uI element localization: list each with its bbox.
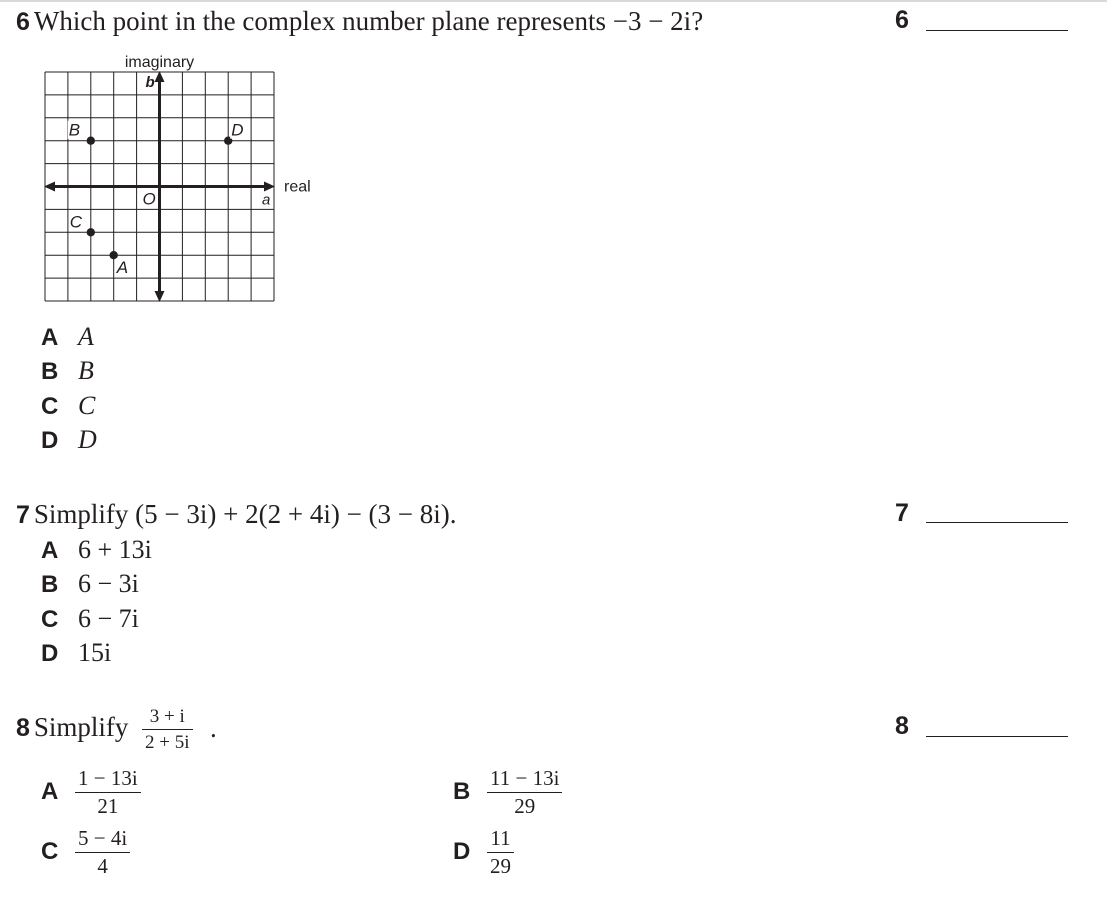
choice-a[interactable] <box>41 535 152 565</box>
question-text: Which point in the complex number plane represents −3 − 2i? <box>33 6 704 36</box>
fraction-bar <box>75 852 130 853</box>
choice-letter: B <box>453 778 471 805</box>
choice-letter: B <box>41 358 59 385</box>
arrowhead-right <box>264 182 275 192</box>
plotted-points <box>68 121 246 278</box>
real-axis-label: real <box>284 178 311 196</box>
question-number: 7 <box>16 501 30 529</box>
point-label-c: C <box>69 212 83 232</box>
choice-text: 6 + 13i <box>78 535 152 564</box>
origin-label: O <box>142 189 156 209</box>
question-number: 6 <box>16 8 30 36</box>
fraction-numerator: 11 <box>490 826 511 850</box>
choice-letter: A <box>41 537 59 564</box>
point-label-a: A <box>116 258 129 278</box>
choice-text: B <box>78 356 94 385</box>
question-8-stem <box>16 712 128 743</box>
choice-b[interactable] <box>41 569 139 599</box>
fraction-denominator: 29 <box>490 854 511 878</box>
choice-letter: C <box>41 393 59 420</box>
fraction-denominator: 21 <box>97 794 119 818</box>
question-6-stem <box>16 6 703 37</box>
choice-text: 15i <box>78 638 112 667</box>
choice-letter: C <box>41 838 59 865</box>
fraction-denominator: 2 + 5i <box>145 732 190 753</box>
fraction-numerator: 11 − 13i <box>490 766 560 790</box>
choice-letter: B <box>41 571 59 598</box>
choice-letter: D <box>41 427 59 454</box>
choice-d[interactable] <box>41 638 111 668</box>
choice-fraction <box>487 828 514 877</box>
fraction-bar <box>487 852 514 853</box>
choice-text: C <box>78 391 96 420</box>
choice-fraction <box>75 768 141 817</box>
choice-text: 6 − 7i <box>78 604 139 633</box>
a-axis-label: a <box>262 191 271 209</box>
arrowhead-down <box>155 291 165 302</box>
arrowhead-up <box>155 71 165 82</box>
choice-text: 6 − 3i <box>78 569 139 598</box>
choice-letter: A <box>41 778 59 805</box>
fraction-numerator: 5 − 4i <box>78 826 128 850</box>
choice-fraction <box>487 768 562 817</box>
question-7-stem <box>16 499 457 530</box>
answer-number-6: 6 <box>895 6 909 34</box>
choice-letter: A <box>41 324 59 351</box>
axes <box>44 54 311 302</box>
question-number: 8 <box>16 714 30 742</box>
choice-b[interactable] <box>41 356 94 386</box>
point-label-d: D <box>231 120 244 140</box>
choice-d[interactable] <box>41 425 97 455</box>
choice-fraction <box>75 828 130 877</box>
point-label-b: B <box>68 120 81 140</box>
point-b <box>87 137 95 145</box>
fraction-numerator: 1 − 13i <box>78 766 138 790</box>
answer-blank-6[interactable] <box>926 30 1068 31</box>
answer-blank-8[interactable] <box>926 736 1068 737</box>
point-c <box>87 228 95 236</box>
question-text: Simplify (5 − 3i) + 2(2 + 4i) − (3 − 8i). <box>33 499 457 529</box>
top-rule <box>0 0 1107 2</box>
fraction-denominator: 4 <box>97 854 108 878</box>
answer-number-8: 8 <box>895 712 909 740</box>
question-8-fraction <box>142 707 193 752</box>
complex-plane-graph <box>36 48 326 308</box>
choice-text: D <box>78 425 97 454</box>
fraction-numerator: 3 + i <box>149 706 185 727</box>
choice-letter: D <box>41 640 59 667</box>
question-8-period: . <box>210 713 217 743</box>
fraction-bar <box>75 792 141 793</box>
b-axis-label: b <box>145 74 155 91</box>
choice-c[interactable] <box>41 604 139 634</box>
answer-number-7: 7 <box>895 499 909 527</box>
choice-c[interactable] <box>41 391 95 421</box>
imaginary-axis-label: imaginary <box>124 54 195 71</box>
choice-letter: C <box>41 606 59 633</box>
choice-text: A <box>78 322 94 351</box>
answer-blank-7[interactable] <box>926 522 1068 523</box>
fraction-bar <box>142 729 193 730</box>
fraction-denominator: 29 <box>514 794 536 818</box>
fraction-bar <box>487 792 562 793</box>
question-text-prefix: Simplify <box>33 712 129 742</box>
choice-letter: D <box>453 838 471 865</box>
arrowhead-left <box>44 182 55 192</box>
choice-a[interactable] <box>41 322 94 352</box>
